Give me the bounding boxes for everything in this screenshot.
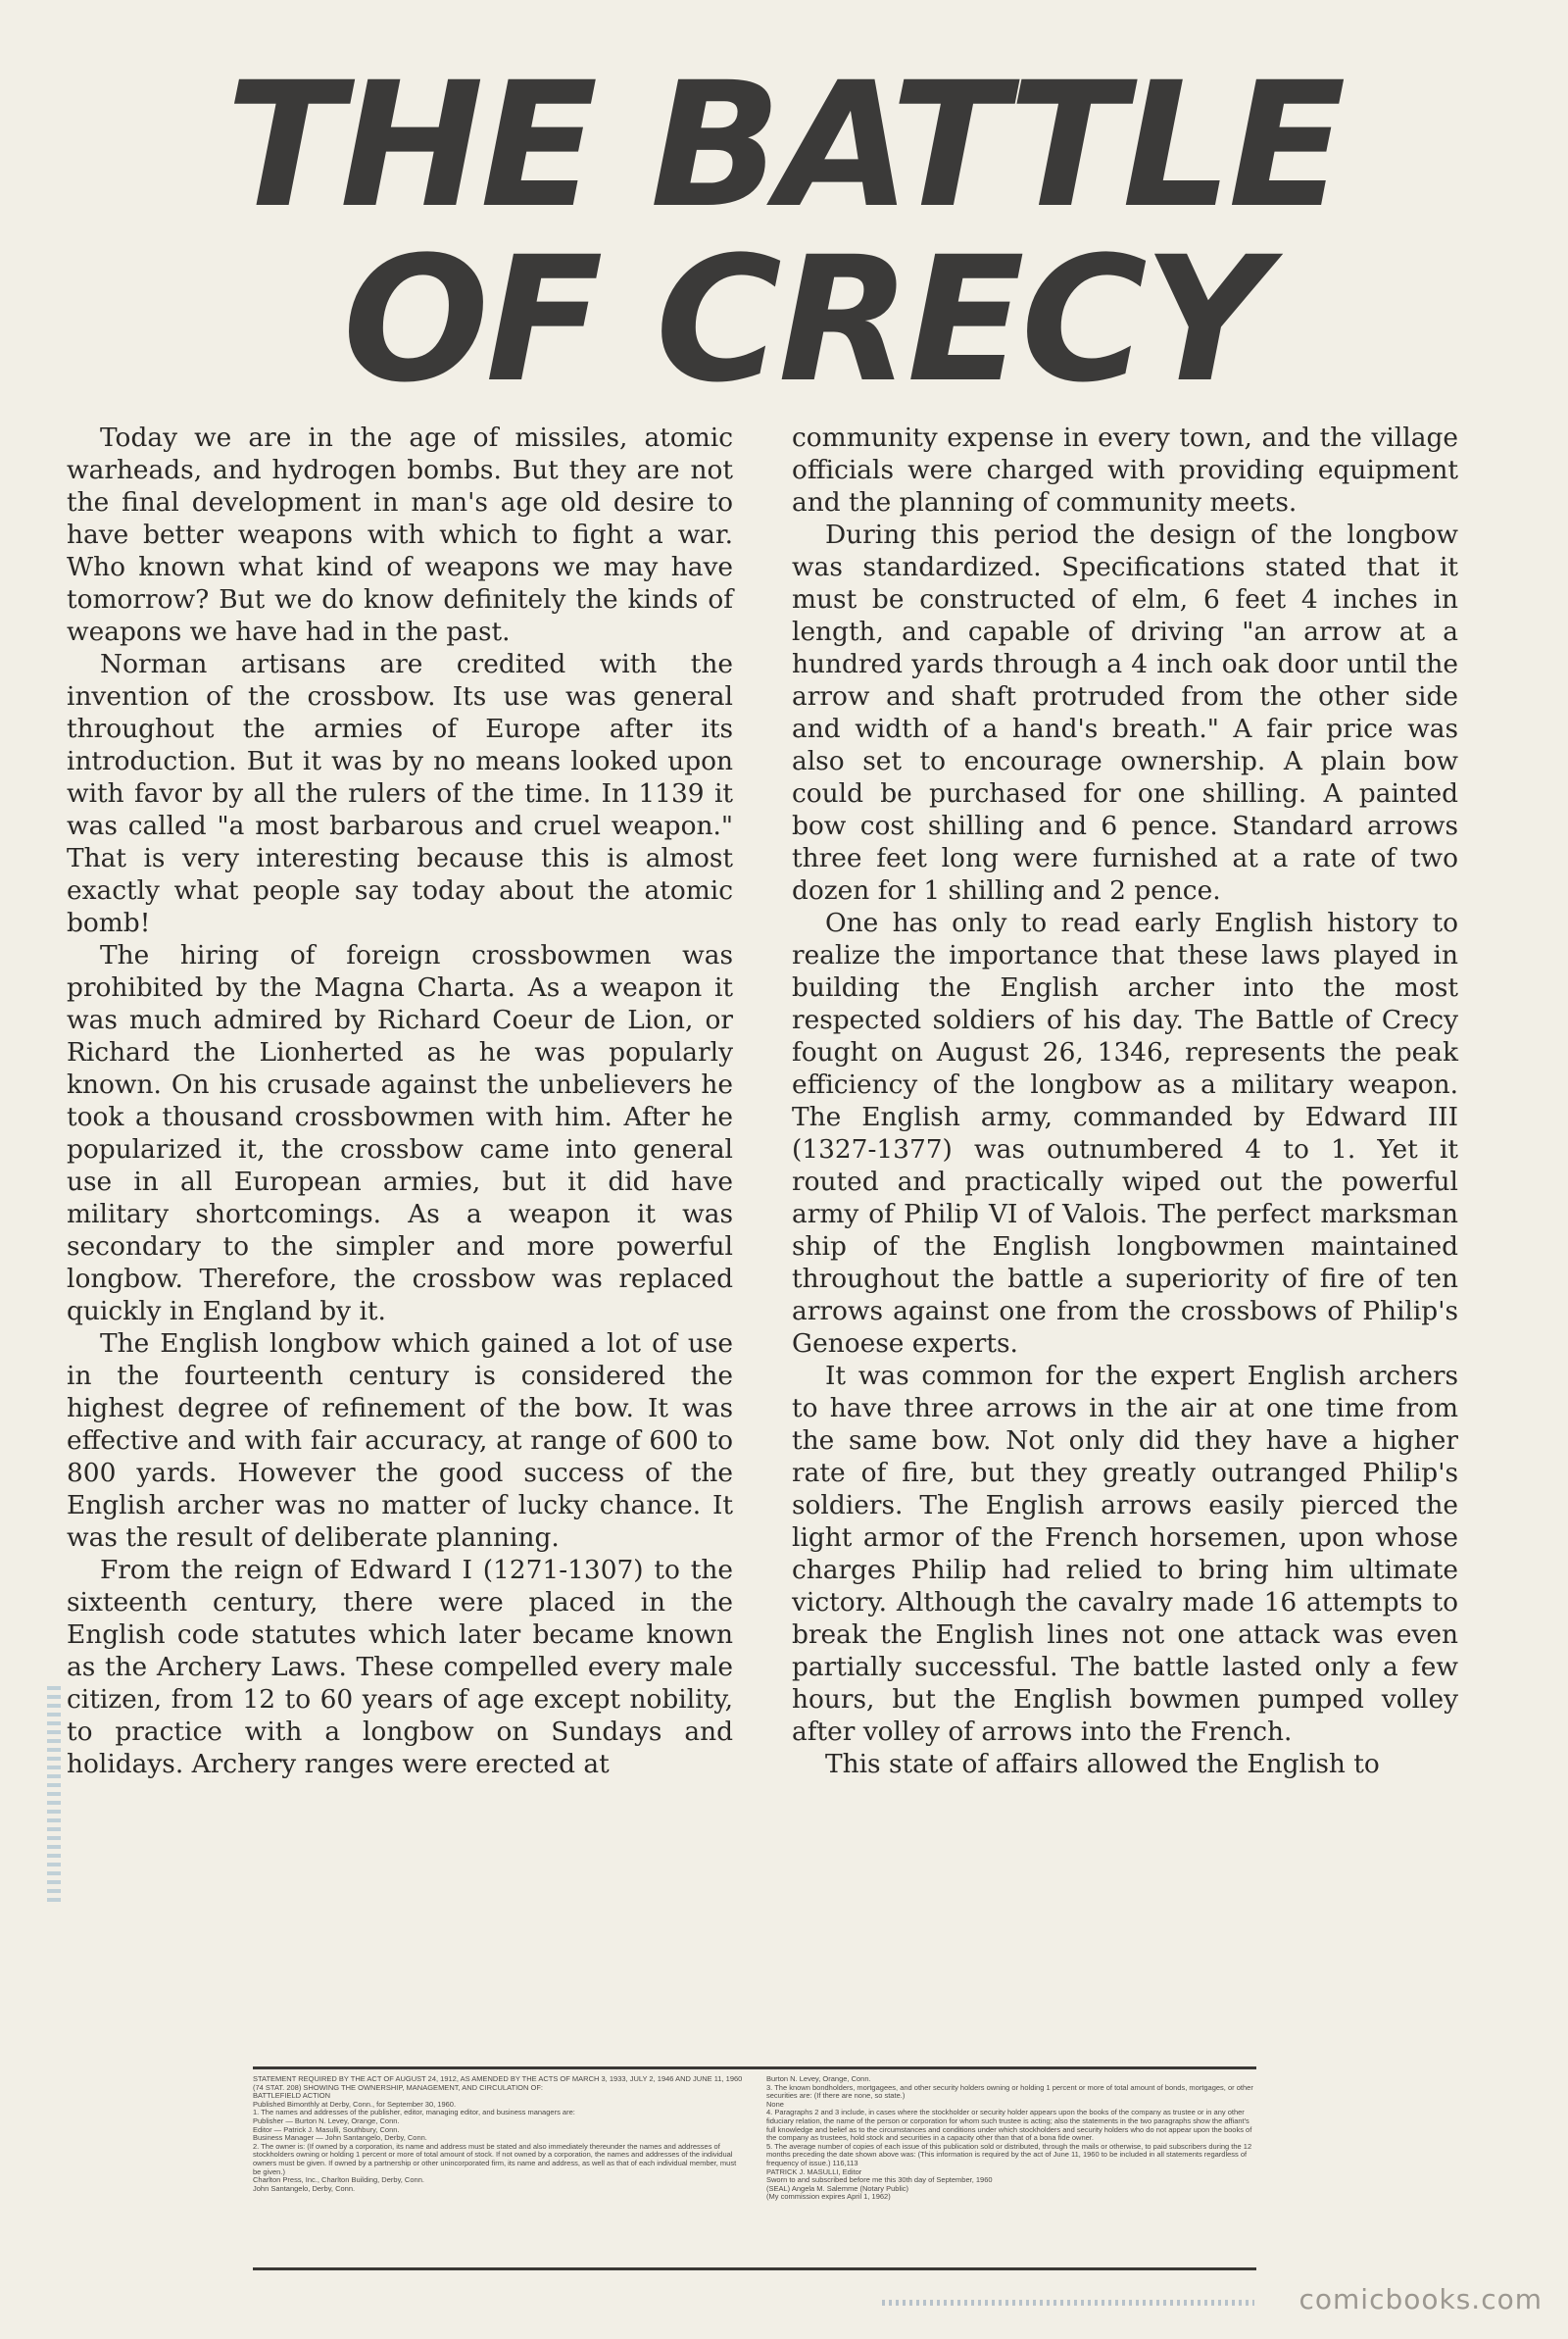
article-column-right	[792, 422, 1458, 1863]
article-paragraph-continued: community expense in every town, and the village officials were charged with providing equipment and the planning of community meets.	[792, 423, 1458, 518]
article-column-left	[67, 422, 733, 1863]
article-paragraph: From the reign of Edward I (1271-1307) to the sixteenth century, there were placed in the English code statutes which later became known as the Archery Laws. These compelled every male citizen, from 12 to 60 years of age except nobility, to practice with a longbow on Sundays and holidays. Archery ranges were erected at	[67, 1555, 733, 1779]
title-line-1: THE BATTLE	[225, 45, 1343, 246]
article-paragraph: The hiring of foreign crossbowmen was prohibited by the Magna Charta. As a weapon it was much admired by Richard Coeur de Lion, or Richard the Lionherted as he was popularly known. On his crusade against the unbelievers he took a thousand crossbowmen with him. After he popularized it, the crossbow came into general use in all European armies, but it did have military shortcomings. As a weapon it was secondary to the simpler and more powerful longbow. Therefore, the crossbow was replaced quickly in England by it.	[67, 940, 733, 1326]
article-paragraph: One has only to read early English history to realize the importance that these laws played in building the English archer into the most respected soldiers of his day. The Battle of Crecy fought on August 26, 1346, represents the peak efficiency of the longbow as a military weapon. The English army, commanded by Edward III (1327-1377) was outnumbered 4 to 1. Yet it routed and practically wiped out the powerful army of Philip VI of Valois. The perfect marksman ship of the English longbowmen maintained throughout the battle a superiority of fire of ten arrows against one from the crossbows of Philip's Genoese experts.	[792, 908, 1458, 1359]
article-paragraph: Today we are in the age of missiles, atomic warheads, and hydrogen bombs. But they are not the final development in man's age old desire to have better weapons with which to fight a war. Who known what kind of weapons we may have tomorrow? But we do know definitely the kinds of weapons we have had in the past.	[67, 423, 733, 647]
ownership-statement	[253, 2066, 1256, 2270]
statement-right-column: Burton N. Levey, Orange, Conn. 3. The known bondholders, mortgagees, and other security holders owning or holding 1 percent or more of total amount of bonds, mortgages, or other securities are: (If there are none, so state.) None 4. Paragraphs 2 and 3 include, in cases where the stockholder or security holder appears upon the books of the company as trustee or in any other fiduciary relation, the name of the person or corporation for whom such trustee is acting; also the statements in the two paragraphs show the affiant's full knowledge and belief as to the circumstances and conditions under which stockholders and security holders who do not appear upon the books of the company as trustees, hold stock and securities in a capacity other than that of a bona fide owner. 5. The average number of copies of each issue of this publication sold or distributed, through the mails or otherwise, to paid subscribers during the 12 months preceding the date shown above was: (This information is required by the act of June 11, 1960 to be included in all statements regardless of frequency of issue.) 116,113 PATRICK J. MASULLI, Editor Sworn to and subscribed before me this 30th day of September, 1960 (SEAL) Angela M. Salemme (Notary Public) (My commission expires April 1, 1962)	[766, 2075, 1253, 2202]
article-paragraph: During this period the design of the longbow was standardized. Specifications stated that it must be constructed of elm, 6 feet 4 inches in length, and capable of driving "an arrow at a hundred yards through a 4 inch oak door until the arrow and shaft protruded from the other side and width of a hand's breath." A fair price was also set to encourage ownership. A plain bow could be purchased for one shilling. A painted bow cost shilling and 6 pence. Standard arrows three feet long were furnished at a rate of two dozen for 1 shilling and 2 pence.	[792, 520, 1458, 906]
page-edge-mark	[47, 1686, 61, 1902]
print-mark	[882, 2300, 1254, 2306]
article-paragraph: This state of affairs allowed the English to	[825, 1749, 1380, 1779]
article-paragraph: The English longbow which gained a lot of use in the fourteenth century is considered the highest degree of refinement of the bow. It was effective and with fair accuracy, at range of 600 to 800 yards. However the good success of the English archer was no matter of lucky chance. It was the result of deliberate planning.	[67, 1328, 733, 1553]
statement-left-column: STATEMENT REQUIRED BY THE ACT OF AUGUST 24, 1912, AS AMENDED BY THE ACTS OF MARCH 3, 1933, JULY 2, 1946 AND JUNE 11, 1960 (74 STAT. 208) SHOWING THE OWNERSHIP, MANAGEMENT, AND CIRCULATION OF: BATTLEFIELD ACTION Published Bimonthly at Derby, Conn., for September 30, 1960. 1. The names and addresses of the publisher, editor, managing editor, and business managers are: Publisher — Burton N. Levey, Orange, Conn. Editor — Patrick J. Masulli, Southbury, Conn. Business Manager — John Santangelo, Derby, Conn. 2. The owner is: (If owned by a corporation, its name and address must be stated and also immediately thereunder the names and addresses of stockholders owning or holding 1 percent or more of total amount of stock. If not owned by a corporation, the names and addresses of the individual owners must be given. If owned by a partnership or other unincorporated firm, its name and address, as well as that of each individual member, must be given.) Charlton Press, Inc., Charlton Building, Derby, Conn. John Santangelo, Derby, Conn.	[253, 2075, 743, 2193]
article-body	[67, 422, 1458, 1863]
title-line-2: OF CRECY	[342, 220, 1265, 421]
article-paragraph: Norman artisans are credited with the invention of the crossbow. Its use was general throughout the armies of Europe after its introduction. But it was by no means looked upon with favor by all the rulers of the time. In 1139 it was called "a most barbarous and cruel weapon." That is very interesting because this is almost exactly what people say today about the atomic bomb!	[67, 649, 733, 938]
article-paragraph: It was common for the expert English archers to have three arrows in the air at one time from the same bow. Not only did they have a higher rate of fire, but they greatly outranged Philip's soldiers. The English arrows easily pierced the light armor of the French horsemen, upon whose charges Philip had relied to bring him ultimate victory. Although the cavalry made 16 attempts to break the English lines not one attack was even partially successful. The battle lasted only a few hours, but the English bowmen pumped volley after volley of arrows into the French.	[792, 1361, 1458, 1747]
page-title	[0, 45, 1568, 421]
watermark: comicbooks.com	[1298, 2283, 1543, 2315]
